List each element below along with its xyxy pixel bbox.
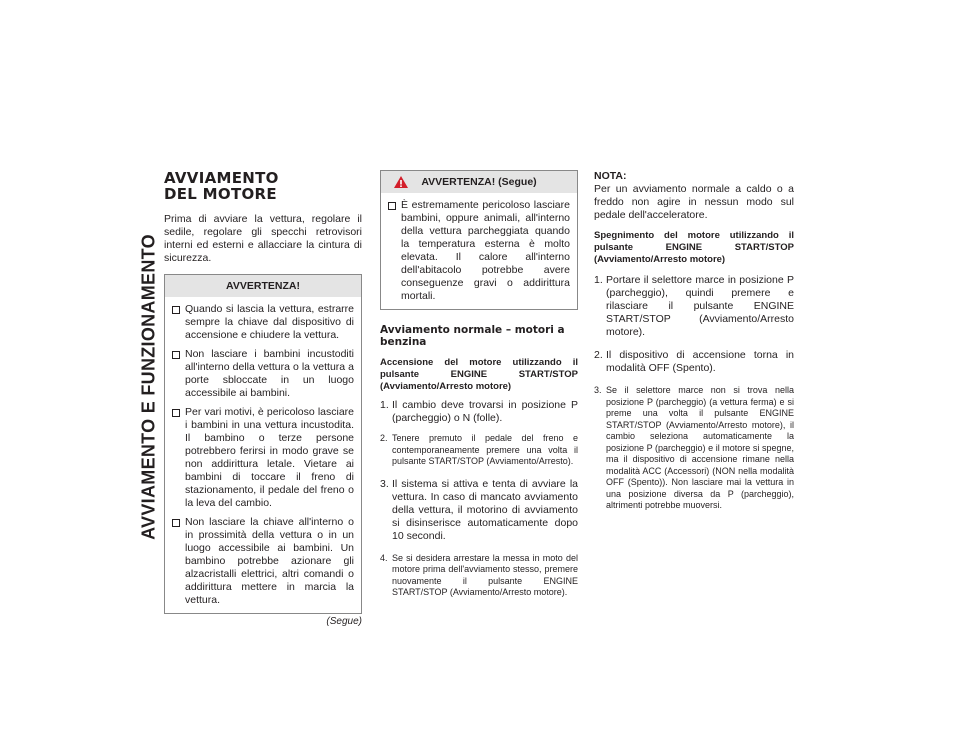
warning-body <box>381 193 577 309</box>
warning-header <box>165 275 361 297</box>
step-item: 3. Il sistema si attiva e tenta di avviare la vettura. In caso di mancato avviamento della vettura, il motorino di avviamento si disinserisce automaticamente dopo 10 secondi. <box>380 477 578 542</box>
warning-box <box>164 274 362 614</box>
step-item: 3. Se il selettore marce non si trova nella posizione P (parcheggio) (a vettura ferma) e si preme una volta il pulsante ENGINE START/STOP (Avviamento/Arresto motore), il cambio seleziona automaticamente la posizione P (parcheggio) e il motore si spegne, ma il dispositivo di accensione rimane nella modalità ACC (Accessori) (NON nella modalità OFF (Spento)). Non lasciare mai la vettura in una posizione diversa da P (parcheggio), altrimenti potrebbe muoversi. <box>594 385 794 510</box>
step-item: 4. Se si desidera arrestare la messa in moto del motore prima dell'avviamento stesso, premere nuovamente il pulsante ENGINE START/STOP (Avviamento/Arresto motore). <box>380 552 578 597</box>
warning-item: Non lasciare i bambini incustoditi all'interno della vettura o la vettura a porte sbloccate in un luogo accessibile ai bambini. <box>172 348 354 400</box>
start-steps-list <box>380 399 578 599</box>
checkbox-bullet-icon <box>172 409 180 417</box>
warning-box-continued <box>380 170 578 310</box>
warning-item: È estremamente pericoloso lasciare bambini, oppure animali, all'interno della vettura parcheggiata quando la temperatura esterna è molto elevata. Il calore all'interno dell'abitacolo potrebbe avere conseguenze gravi o addirittura mortali. <box>388 199 570 303</box>
checkbox-bullet-icon <box>172 519 180 527</box>
column-left <box>164 170 362 627</box>
intro-paragraph: Prima di avviare la vettura, regolare il sedile, regolare gli specchi retrovisori interni ed esterni e allacciare la cintura di sicurezza. <box>164 213 362 264</box>
warning-triangle-icon <box>393 175 409 192</box>
side-section-title-text: AVVIAMENTO E FUNZIONAMENTO <box>138 234 159 540</box>
column-right <box>594 170 794 512</box>
subsection-title: Avviamento normale – motori a benzina <box>380 324 565 348</box>
column-middle <box>380 170 578 599</box>
checkbox-bullet-icon <box>388 202 396 210</box>
warning-title: AVVERTENZA! (Segue) <box>421 176 537 188</box>
continued-label: (Segue) <box>326 616 362 627</box>
step-item: 2. Tenere premuto il pedale del freno e contemporaneamente premere una volta il pulsante START/STOP (Avviamento/Arresto). <box>380 433 578 466</box>
warning-header <box>381 171 577 193</box>
step-item: 1. Il cambio deve trovarsi in posizione P (parcheggio) o N (folle). <box>380 399 578 424</box>
warning-title: AVVERTENZA! <box>226 280 300 292</box>
section-title: AVVIAMENTO DEL MOTORE <box>164 169 279 203</box>
warning-item: Non lasciare la chiave all'interno o in prossimità della vettura o in un luogo accessibile ai bambini. Un bambino potrebbe azionare gli alzacristalli elettrici, altri comandi o addirittura mettere in marcia la vettura. <box>172 516 354 607</box>
procedure-heading: Spegnimento del motore utilizzando il pulsante ENGINE START/STOP (Avviamento/Arresto motore) <box>594 230 794 265</box>
checkbox-bullet-icon <box>172 306 180 314</box>
warning-item: Per vari motivi, è pericoloso lasciare i bambini in una vettura incustodita. Il bambino o terze persone potrebbero ferirsi in modo grave se non addirittura letale. Vietare ai bambini di toccare il freno di stazionamento, il pedale del freno o la leva del cambio. <box>172 406 354 510</box>
step-item: 2. Il dispositivo di accensione torna in modalità OFF (Spento). <box>594 349 794 374</box>
stop-steps-list <box>594 274 794 512</box>
warning-body <box>165 297 361 613</box>
checkbox-bullet-icon <box>172 351 180 359</box>
note-text: Per un avviamento normale a caldo o a freddo non agire in nessun modo sul pedale dell'acceleratore. <box>594 183 794 221</box>
note-label: NOTA: <box>594 170 627 182</box>
warning-item: Quando si lascia la vettura, estrarre sempre la chiave dal dispositivo di accensione e chiudere la vettura. <box>172 303 354 342</box>
procedure-heading: Accensione del motore utilizzando il pulsante ENGINE START/STOP (Avviamento/Arresto motore) <box>380 357 578 392</box>
side-section-title <box>134 177 164 597</box>
step-item: 1. Portare il selettore marce in posizione P (parcheggio), quindi premere e rilasciare il pulsante ENGINE START/STOP (Avviamento/Arresto motore). <box>594 274 794 338</box>
